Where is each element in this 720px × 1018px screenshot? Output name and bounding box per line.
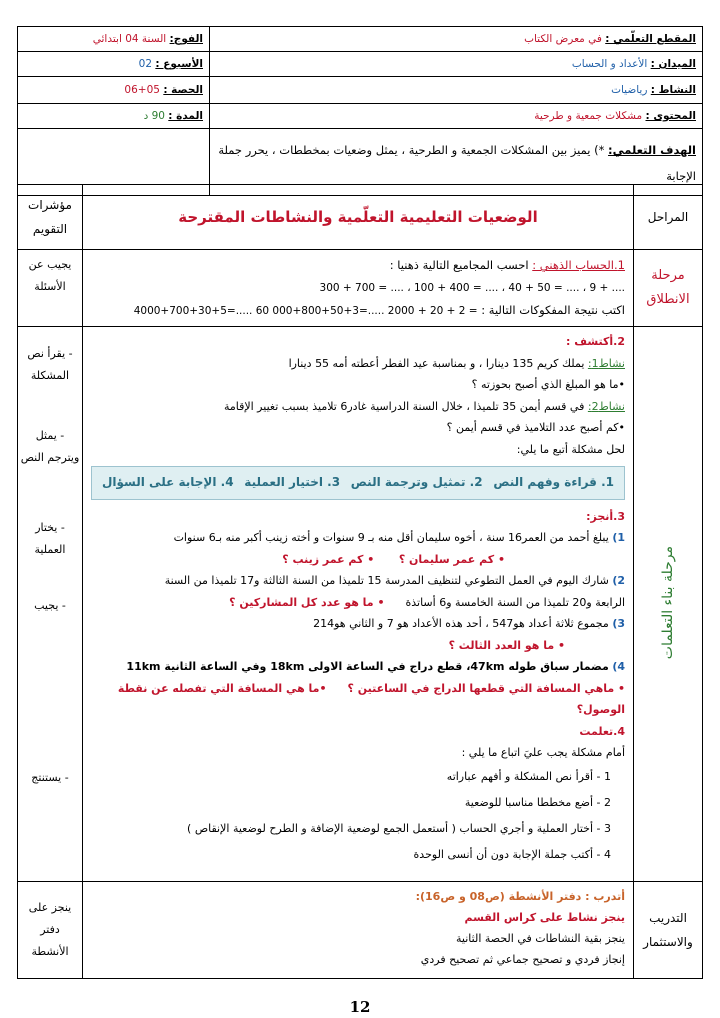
problem4-text: مضمار سباق طوله 47km، قطع دراج في الساعة الاولى 18km وفي الساعة الثانية 11km bbox=[126, 660, 609, 673]
class-cell bbox=[18, 27, 210, 52]
indicator-represent: - يمثل ويترجم النص bbox=[20, 429, 80, 464]
session-value: 05+06 bbox=[124, 84, 160, 96]
apply-heading: 3.أنجز: bbox=[586, 509, 625, 523]
page-number: 12 bbox=[349, 998, 371, 1016]
problem1-text: يبلغ أحمد من العمر16 سنة ، أخوه سليمان أقل منه بـ 9 سنوات و أخته زينب أكبر منه بـ6 سنوات bbox=[173, 531, 609, 544]
indicator-conclude: - يستنتج bbox=[31, 771, 69, 784]
problem2-q: • ما هو عدد كل المشاركين ؟ bbox=[229, 595, 385, 609]
stages-header: المراحل bbox=[634, 185, 703, 250]
content-label: المحتوى : bbox=[645, 110, 696, 122]
problem3-q: • ما هو العدد الثالث ؟ bbox=[448, 638, 565, 652]
practice-content bbox=[83, 882, 634, 979]
activity2-question: •كم أصبح عدد التلاميذ في قسم أيمن ؟ bbox=[446, 421, 625, 434]
build-indicators bbox=[18, 327, 83, 882]
practice-indicator: ينجز على دفتر الأنشطة bbox=[18, 882, 83, 979]
problem2-text-b: الرابعة و20 تلميذا من السنة الخامسة و6 أساتذة bbox=[405, 595, 625, 609]
launch-indicator: يجيب عن الأسئلة bbox=[18, 250, 83, 327]
practice-line2: ينجز نشاط على كراس القسم bbox=[464, 911, 625, 924]
problem3-text: مجموع ثلاثة أعداد هو547 ، أحد هذه الأعداد هو 7 و الثاني هو214 bbox=[313, 617, 609, 630]
content-value: مشكلات جمعية و طرحية bbox=[534, 110, 643, 122]
launch-stage: مرحلة الانطلاق bbox=[634, 250, 703, 327]
class-value: السنة 04 ابتدائي bbox=[92, 33, 167, 45]
week-label: الأسبوع : bbox=[155, 58, 203, 70]
content-cell bbox=[210, 104, 703, 129]
activity1-text: يملك كريم 135 دينارا ، و بمناسبة عيد الفطر أعطته أمه 55 دينارا bbox=[288, 356, 585, 370]
step-4: 4. الإجابة على السؤال bbox=[102, 475, 234, 489]
session-label: الحصة : bbox=[163, 84, 203, 96]
learn-item-2: 2 - أضع مخططا مناسبا للوضعية bbox=[464, 795, 611, 809]
step-1: 1. قراءة وفهم النص bbox=[493, 475, 614, 489]
build-stage: مرحلة بناء التعلمات bbox=[634, 327, 703, 882]
duration-cell bbox=[18, 104, 210, 129]
build-content: 2.أكتشف : نشاط1: يملك كريم 135 دينارا ، و بمناسبة عيد الفطر أعطته أمه 55 دينارا •ما هو المبلغ الذي أصبح بحوزته ؟ نشاط2: في قسم أيمن 35 تلميذا ، خلال السنة الدراسية غادر6 تلاميذ بسبب تغيير الإقامة •كم أصبح عدد التلاميذ في قسم أيمن ؟ لحل مشكلة أتبع ما يلي: 1. قراءة وفهم النص 2. تمثيل وترجمة النص 3. اختيار العملية 4. الإجابة على السؤال 3.أنجز: 1) يبلغ أحمد من العمر16 سنة ، أخوه سليمان أقل منه بـ 9 سنوات و أخته زينب أكبر منه بـ6 سنوات • كم عمر سليمان ؟ • كم عمر زينب ؟ 2) شارك اليوم في العمل التطوعي لتنظيف المدرسة 15 تلميذا من السنة الثالثة و17 تلميذا من السنة الرابعة و20 تلميذا من السنة الخامسة و6 أساتذة • ما هو عدد كل المشاركين ؟ 3) مجموع ثلاثة أعداد هو547 ، أحد هذه الأعداد هو 7 و الثاني هو214 • ما هو العدد الثالث ؟ 4) مضمار سباق طوله 47km، قطع دراج في الساعة الاولى 18km وفي الساعة الثانية 11km • ماهي المسافة التي قطعها الدراج في الساعتين ؟ •ما هي المسافة التي تفصله عن نقطة الوصول؟ 4.تعلمت أمام مشكلة يجب عليَ اتباع ما يلي : 1 - أقرأ نص المشكلة و أفهم عباراته 2 - أضع مخططا مناسبا للوضعية 3 - أختار العملية و أجري الحساب ( أستعمل الجمع لوضعية الإضافة و الطرح لوضعية الإنقاص ) 4 - أكتب جملة الإجابة دون أن أنسى الوحدة bbox=[83, 327, 634, 882]
main-table bbox=[17, 184, 703, 979]
activity-label: النشاط : bbox=[650, 84, 696, 96]
domain-label: الميدان : bbox=[650, 58, 696, 70]
problem4-q1: • ماهي المسافة التي قطعها الدراج في الساعتين ؟ bbox=[347, 681, 625, 695]
class-label: الفوج: bbox=[169, 33, 203, 45]
problem1-q1: • كم عمر سليمان ؟ bbox=[398, 552, 505, 566]
learn-item-4: 4 - أكتب جملة الإجابة دون أن أنسى الوحدة bbox=[413, 847, 611, 861]
launch-content bbox=[83, 250, 634, 327]
mental-calc-heading: 1.الحساب الذهني : bbox=[532, 258, 625, 272]
activity-value: رياضيات bbox=[611, 84, 648, 96]
mental-calc-text: احسب المجاميع التالية ذهنيا : bbox=[389, 258, 529, 272]
problem1-q2: • كم عمر زينب ؟ bbox=[282, 552, 375, 566]
expansion-exprs: 4000+700+30+5=..... 60 000+800+50+3=..... 2000 + 20 + 2 = bbox=[133, 305, 478, 317]
header-table bbox=[17, 26, 703, 196]
step-3: 3. اختيار العملية bbox=[244, 475, 341, 489]
indicators-header: مؤشرات التقويم bbox=[18, 185, 83, 250]
steps-banner bbox=[91, 466, 625, 500]
indicator-choose: - يختار العملية bbox=[34, 521, 66, 556]
duration-value: 90 د bbox=[143, 110, 165, 122]
domain-cell bbox=[210, 52, 703, 77]
practice-line4: إنجاز فردي و تصحيح جماعي ثم تصحيح فردي bbox=[420, 953, 625, 966]
activity2-label: نشاط2: bbox=[587, 399, 625, 413]
step-2: 2. تمثيل وترجمة النص bbox=[350, 475, 483, 489]
week-cell bbox=[18, 52, 210, 77]
indicator-read: - يقرأ نص المشكلة bbox=[27, 347, 73, 382]
discover-heading: 2.أكتشف : bbox=[565, 335, 625, 348]
domain-value: الأعداد و الحساب bbox=[571, 58, 648, 70]
solve-intro: لحل مشكلة أتبع ما يلي: bbox=[516, 442, 625, 456]
problem2-text-a: شارك اليوم في العمل التطوعي لتنظيف المدرسة 15 تلميذا من السنة الثالثة و17 تلميذا من السنة bbox=[164, 574, 609, 587]
learn-item-3: 3 - أختار العملية و أجري الحساب ( أستعمل الجمع لوضعية الإضافة و الطرح لوضعية الإنقاص ) bbox=[187, 821, 611, 835]
problem4-q2: •ما هي المسافة التي تفصله عن نقطة الوصول؟ bbox=[117, 681, 625, 716]
title-header bbox=[83, 185, 634, 250]
learn-heading: 4.تعلمت bbox=[579, 724, 625, 738]
activity1-label: نشاط1: bbox=[587, 356, 625, 370]
indicator-answer: - يجيب bbox=[34, 599, 66, 612]
activity2-text: في قسم أيمن 35 تلميذا ، خلال السنة الدراسية غادر6 تلاميذ بسبب تغيير الإقامة bbox=[223, 399, 585, 413]
practice-stage: التدريب والاستثمار bbox=[634, 882, 703, 979]
goal-value: *) يميز بين المشكلات الجمعية و الطرحية ، يمثل وضعيات بمخططات ، يحرر جملة الإجابة bbox=[218, 143, 696, 183]
expansion-text: اكتب نتيجة المفكوكات التالية : bbox=[481, 303, 625, 317]
week-value: 02 bbox=[138, 58, 153, 70]
learn-item-1: 1 - أقرأ نص المشكلة و أفهم عباراته bbox=[446, 769, 611, 783]
duration-label: المدة : bbox=[168, 110, 203, 122]
activity-cell bbox=[210, 77, 703, 104]
activity1-question: •ما هو المبلغ الذي أصبح بحوزته ؟ bbox=[471, 378, 625, 391]
segment-label: المقطع التعلّمي : bbox=[605, 33, 696, 45]
main-title: الوضعيات التعليمية التعلّمية والنشاطات المقترحة bbox=[178, 208, 538, 226]
practice-line1: أتدرب : دفتر الأنشطة (ص08 و ص16): bbox=[415, 890, 625, 903]
goal-label: الهدف التعلمي: bbox=[608, 143, 696, 157]
session-cell bbox=[18, 77, 210, 104]
mental-calc-exprs: 300 + 700 = .... ، 100 + 400 = .... ، 40 + 50 = .... ، 9 + .... bbox=[319, 282, 625, 294]
segment-value: في معرض الكتاب bbox=[524, 33, 602, 45]
practice-line3: ينجز بقية النشاطات في الحصة الثانية bbox=[456, 932, 625, 945]
learn-intro: أمام مشكلة يجب عليَ اتباع ما يلي : bbox=[461, 746, 625, 759]
segment-cell bbox=[210, 27, 703, 52]
